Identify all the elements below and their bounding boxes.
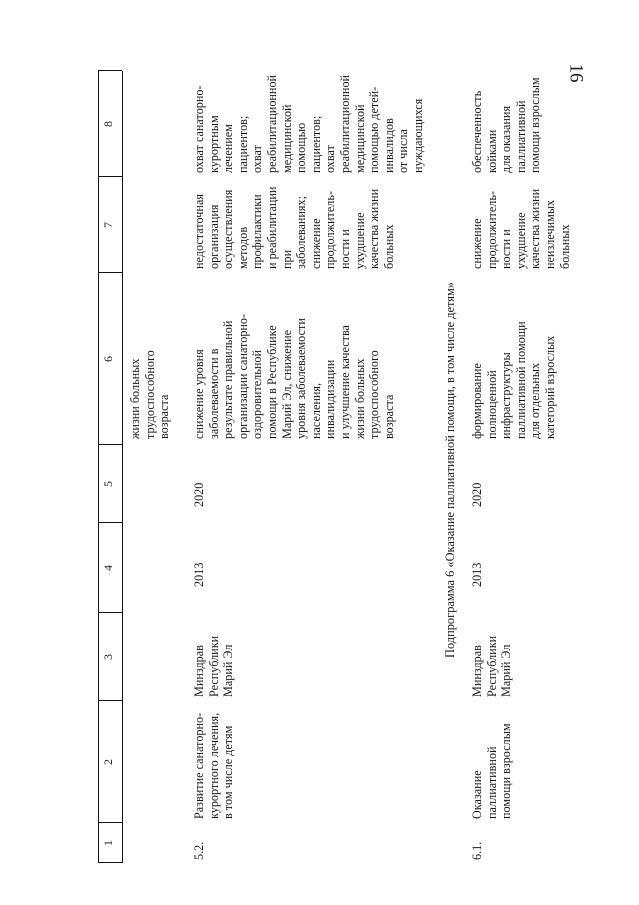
page-number: 16 xyxy=(565,63,587,83)
row-5-2-indicators xyxy=(192,69,426,173)
cell-line: реабилитационной xyxy=(264,74,279,173)
cell-line: недостаточная xyxy=(192,194,206,269)
cell-line: инфраструктуры xyxy=(499,352,514,439)
cell-line: организация xyxy=(206,204,221,269)
col-divider xyxy=(98,70,122,71)
cell-line: Республики xyxy=(206,635,221,697)
cell-line: возраста xyxy=(157,394,172,439)
cell-line: для отдельных xyxy=(528,362,543,439)
cell-line: трудоспособного xyxy=(142,350,157,439)
subprogram-6-heading: Подпрограмма 6 «Оказание паллиативной помощи, в том числе детям» xyxy=(443,282,457,658)
cell-line: профилактики xyxy=(250,194,265,269)
cell-line: паллиативной xyxy=(484,746,499,819)
cell-line: оздоровительной xyxy=(250,350,265,439)
cell-line: инвалидов xyxy=(381,118,396,173)
cell-line: результате правильной xyxy=(221,320,236,439)
cell-line: Минздрав xyxy=(192,645,206,697)
cell-line: Минздрав xyxy=(470,645,484,697)
cell-line: продолжитель- xyxy=(484,191,499,269)
header-bottom-border xyxy=(122,71,123,863)
cell-line: в том числе детям xyxy=(221,725,236,819)
cell-line: снижение xyxy=(470,218,484,269)
cell-line: заболеваниях; xyxy=(294,196,309,269)
cell-line: уровня заболеваемости xyxy=(294,318,309,439)
col-number-1: 1 xyxy=(101,840,115,846)
row-5-2-consequences xyxy=(192,179,396,269)
cell-line: заболеваемости в xyxy=(206,348,221,439)
cell-line: охват санаторно- xyxy=(192,85,206,173)
row-5-2-end-year: 2020 xyxy=(192,482,206,507)
cell-line: и улучшение качества xyxy=(337,325,352,439)
row-6-1-consequences xyxy=(470,179,572,269)
col-divider xyxy=(98,272,122,273)
row-5-2-activity xyxy=(192,705,236,819)
cell-line: жизни больных xyxy=(128,358,142,439)
cell-line: пациентов; xyxy=(235,115,250,173)
cell-line: помощи взрослым xyxy=(528,77,543,173)
col-number-5: 5 xyxy=(101,481,115,487)
cell-line: жизни больных xyxy=(352,358,367,439)
cell-line: курортного лечения, xyxy=(206,712,221,819)
cell-line: качества жизни xyxy=(528,188,543,269)
row-5-2-executor xyxy=(192,617,236,697)
cell-line: паллиативной xyxy=(513,100,528,173)
cell-line: пациентов; xyxy=(308,115,323,173)
row-6-1-start-year: 2013 xyxy=(470,562,484,587)
cell-line: от числа xyxy=(396,129,411,173)
col-divider xyxy=(98,612,122,613)
cell-line: обеспеченность xyxy=(470,90,484,173)
cell-line: ухудшение xyxy=(513,212,528,269)
cell-line: и реабилитации xyxy=(264,186,279,269)
cell-line: ности и xyxy=(499,229,514,269)
cell-line: помощью детей- xyxy=(367,86,382,173)
col-divider xyxy=(98,444,122,445)
cell-line: продолжитель- xyxy=(323,191,338,269)
col-number-6: 6 xyxy=(101,356,115,362)
col-number-2: 2 xyxy=(101,759,115,765)
cell-line: снижение xyxy=(308,218,323,269)
cell-line: инвалидизации xyxy=(323,359,338,439)
col-divider xyxy=(98,176,122,177)
row-6-1-expected-result xyxy=(470,277,558,439)
col-number-7: 7 xyxy=(101,222,115,228)
cell-line: Оказание xyxy=(470,770,484,819)
col-divider xyxy=(98,862,122,863)
cell-line: охват xyxy=(250,145,265,173)
cell-line: курортным xyxy=(206,115,221,173)
cell-line: паллиативной помощи xyxy=(513,321,528,439)
cell-line: осуществления xyxy=(221,189,236,269)
table-top-border xyxy=(98,71,99,863)
cell-line: организации санаторно- xyxy=(235,313,250,439)
cell-line: ности и xyxy=(337,229,352,269)
row-5-2-number: 5.2. xyxy=(192,841,206,860)
cell-line: населения, xyxy=(308,382,323,439)
cell-line: полноценной xyxy=(484,370,499,439)
col-number-3: 3 xyxy=(101,654,115,660)
cell-line: помощью xyxy=(294,122,309,173)
cell-line: для оказания xyxy=(499,105,514,173)
row-6-1-activity xyxy=(470,705,514,819)
cell-line: Марий Эл xyxy=(499,644,514,697)
cell-line: Республики xyxy=(484,635,499,697)
row-6-1-end-year: 2020 xyxy=(470,482,484,507)
cell-line: снижение уровня xyxy=(192,349,206,439)
col-divider xyxy=(98,522,122,523)
row-5-2-expected-result xyxy=(192,277,396,439)
cell-line: помощи в Республике xyxy=(264,325,279,439)
cell-line: нуждающихся xyxy=(410,98,425,173)
row-6-1-indicators xyxy=(470,69,543,173)
col-number-8: 8 xyxy=(101,121,115,127)
cell-line: возраста xyxy=(381,394,396,439)
col-divider xyxy=(98,700,122,701)
continuation-col6 xyxy=(128,277,172,439)
cell-line: качества жизни xyxy=(367,188,382,269)
row-5-2-start-year: 2013 xyxy=(192,562,206,587)
cell-line: методов xyxy=(235,226,250,269)
cell-line: при xyxy=(279,249,294,269)
cell-line: Марий Эл xyxy=(221,644,236,697)
cell-line: помощи взрослым xyxy=(499,723,514,819)
cell-line: реабилитационной xyxy=(337,74,352,173)
cell-line: трудоспособного xyxy=(367,350,382,439)
cell-line: медицинской xyxy=(352,104,367,173)
cell-line: ухудшение xyxy=(352,212,367,269)
cell-line: категорий взрослых xyxy=(542,335,557,439)
cell-line: больных xyxy=(381,224,396,269)
row-6-1-number: 6.1. xyxy=(470,841,484,860)
cell-line: больных xyxy=(557,224,572,269)
program-table xyxy=(98,71,572,863)
row-6-1-executor xyxy=(470,617,514,697)
cell-line: лечением xyxy=(221,124,236,173)
cell-line: Развитие санаторно- xyxy=(192,712,206,819)
col-number-4: 4 xyxy=(101,565,115,571)
cell-line: Марий Эл, снижение xyxy=(279,329,294,439)
cell-line: койками xyxy=(484,129,499,173)
cell-line: формирование xyxy=(470,363,484,439)
cell-line: охват xyxy=(323,145,338,173)
col-divider xyxy=(98,822,122,823)
cell-line: неизлечимых xyxy=(542,199,557,269)
cell-line: медицинской xyxy=(279,104,294,173)
